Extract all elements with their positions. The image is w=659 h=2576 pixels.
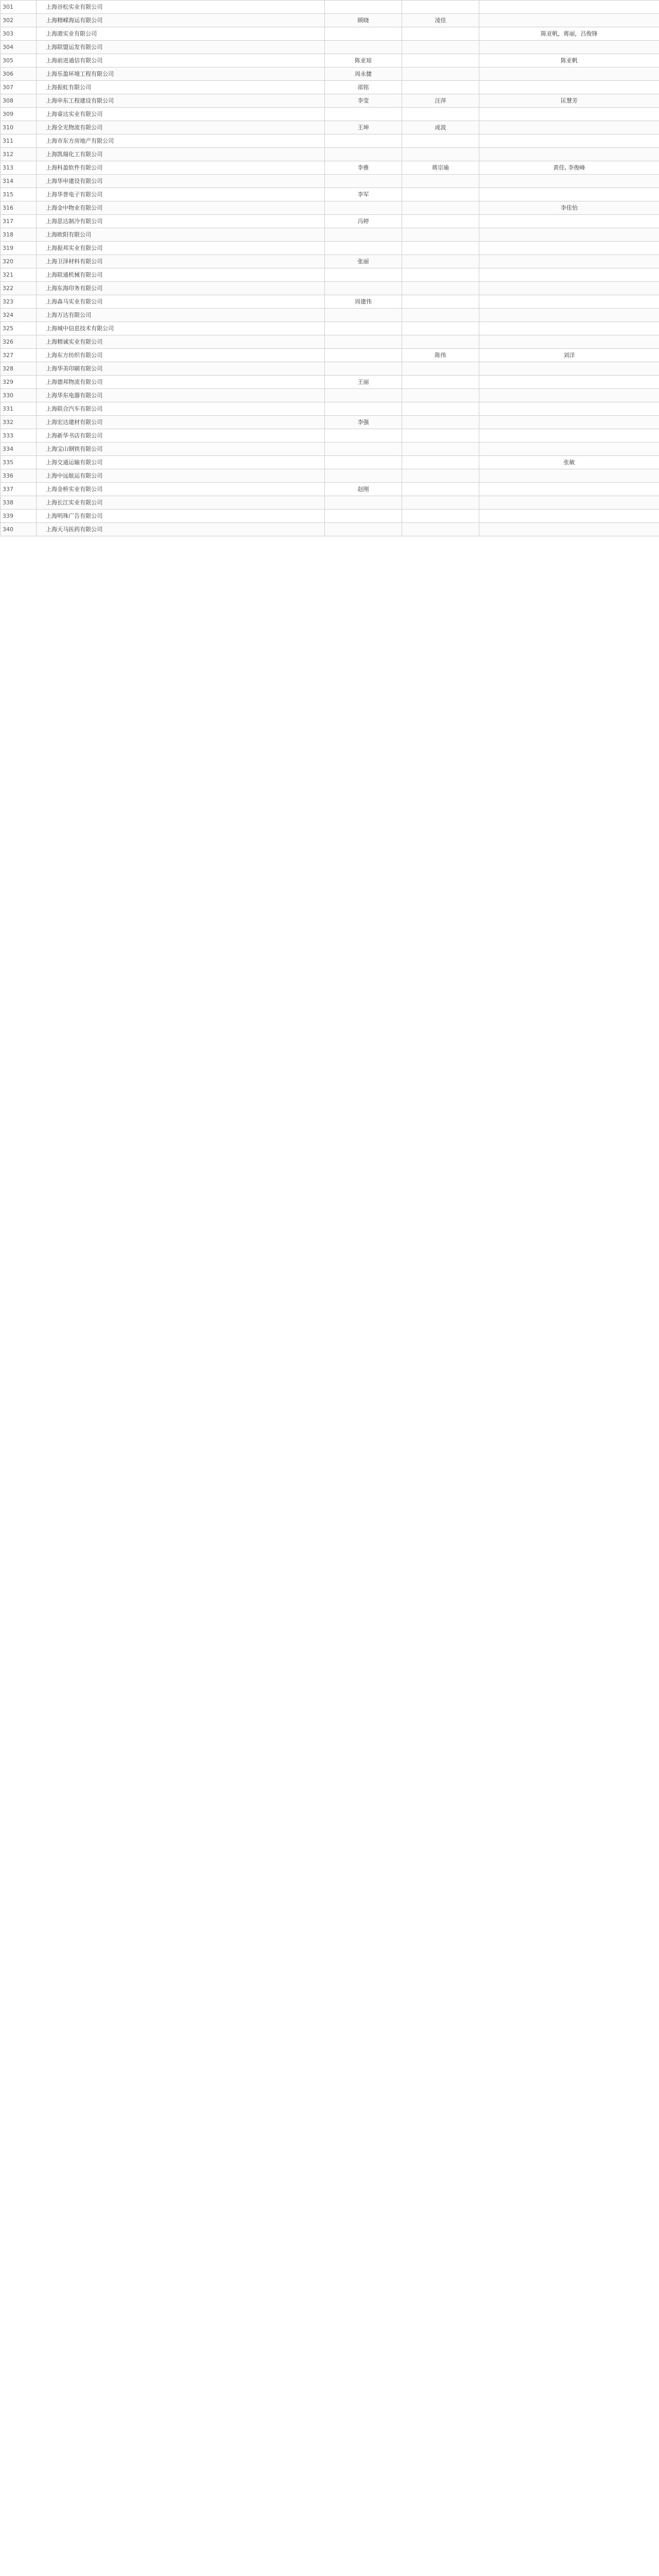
row-number: 338 (1, 496, 37, 510)
contact-3 (479, 322, 659, 335)
contact-3 (479, 67, 659, 81)
row-number: 331 (1, 402, 37, 416)
row-number: 319 (1, 242, 37, 255)
contact-3 (479, 510, 659, 523)
table-row (1, 416, 659, 429)
table-row (1, 376, 659, 389)
table-row (1, 402, 659, 416)
contact-2 (402, 402, 479, 416)
company-name: 上海谷松实业有限公司 (37, 1, 325, 14)
contact-2 (402, 201, 479, 215)
contact-3 (479, 121, 659, 134)
company-name: 上海联通机械有限公司 (37, 268, 325, 282)
contact-2 (402, 175, 479, 188)
company-name: 上海交通运输有限公司 (37, 456, 325, 469)
contact-3 (479, 362, 659, 376)
contact-2 (402, 295, 479, 309)
contact-3 (479, 108, 659, 121)
contact-2 (402, 41, 479, 54)
table-row (1, 215, 659, 228)
table-row (1, 134, 659, 148)
personnel-table (0, 0, 659, 536)
table-row (1, 335, 659, 349)
contact-1 (325, 443, 402, 456)
table-row (1, 429, 659, 443)
company-name: 上海申东工程建设有限公司 (37, 94, 325, 108)
company-name: 上海振虹有限公司 (37, 81, 325, 94)
company-name: 上海金中物业有限公司 (37, 201, 325, 215)
contact-1 (325, 523, 402, 536)
table-row (1, 67, 659, 81)
row-number: 322 (1, 282, 37, 295)
table-row (1, 121, 659, 134)
contact-3 (479, 242, 659, 255)
company-name: 上海森马实业有限公司 (37, 295, 325, 309)
table-row (1, 1, 659, 14)
company-name: 上海华普电子有限公司 (37, 188, 325, 201)
row-number: 328 (1, 362, 37, 376)
table-row (1, 389, 659, 402)
table-row (1, 228, 659, 242)
contact-3 (479, 335, 659, 349)
contact-2 (402, 255, 479, 268)
company-name: 上海中远航运有限公司 (37, 469, 325, 483)
contact-1: 王坤 (325, 121, 402, 134)
contact-1 (325, 148, 402, 161)
contact-2 (402, 1, 479, 14)
table-row (1, 255, 659, 268)
row-number: 336 (1, 469, 37, 483)
contact-2 (402, 27, 479, 41)
contact-1 (325, 282, 402, 295)
contact-3 (479, 469, 659, 483)
row-number: 335 (1, 456, 37, 469)
contact-3 (479, 309, 659, 322)
contact-1: 顾晓 (325, 14, 402, 27)
row-number: 329 (1, 376, 37, 389)
row-number: 332 (1, 416, 37, 429)
contact-2: 凌佳 (402, 14, 479, 27)
contact-2 (402, 322, 479, 335)
company-name: 上海联合汽车有限公司 (37, 402, 325, 416)
contact-3: 陈亚帆，蒋丽，吕俊锋 (479, 27, 659, 41)
company-name: 上海凯瑞化工有限公司 (37, 148, 325, 161)
contact-2 (402, 188, 479, 201)
company-name: 上海明珠广告有限公司 (37, 510, 325, 523)
contact-1: 李强 (325, 416, 402, 429)
company-name: 上海科盈软件有限公司 (37, 161, 325, 175)
contact-2 (402, 268, 479, 282)
company-name: 上海联盟运发有限公司 (37, 41, 325, 54)
contact-2 (402, 67, 479, 81)
table-row (1, 41, 659, 54)
row-number: 324 (1, 309, 37, 322)
contact-3: 匡慧芳 (479, 94, 659, 108)
contact-3 (479, 483, 659, 496)
contact-2 (402, 54, 479, 67)
table-row (1, 496, 659, 510)
row-number: 316 (1, 201, 37, 215)
contact-1 (325, 402, 402, 416)
contact-2 (402, 483, 479, 496)
contact-1 (325, 1, 402, 14)
contact-1 (325, 469, 402, 483)
contact-2 (402, 456, 479, 469)
company-name: 上海市东方房地产有限公司 (37, 134, 325, 148)
contact-2 (402, 443, 479, 456)
table-row (1, 14, 659, 27)
contact-1 (325, 108, 402, 121)
contact-2 (402, 81, 479, 94)
contact-1 (325, 389, 402, 402)
table-row (1, 54, 659, 67)
contact-2 (402, 228, 479, 242)
row-number: 326 (1, 335, 37, 349)
contact-1: 李莹 (325, 94, 402, 108)
company-name: 上海精嵘海运有限公司 (37, 14, 325, 27)
row-number: 315 (1, 188, 37, 201)
contact-3 (479, 496, 659, 510)
row-number: 334 (1, 443, 37, 456)
company-name: 上海华申建设有限公司 (37, 175, 325, 188)
row-number: 333 (1, 429, 37, 443)
company-name: 上海东海印务有限公司 (37, 282, 325, 295)
contact-1 (325, 228, 402, 242)
company-name: 上海长江实业有限公司 (37, 496, 325, 510)
contact-3 (479, 188, 659, 201)
contact-2 (402, 496, 479, 510)
contact-1: 冯婷 (325, 215, 402, 228)
contact-3 (479, 429, 659, 443)
company-name: 上海乐盈环境工程有限公司 (37, 67, 325, 81)
table-row (1, 27, 659, 41)
table-row (1, 295, 659, 309)
company-name: 上海振邦实业有限公司 (37, 242, 325, 255)
contact-1 (325, 242, 402, 255)
row-number: 303 (1, 27, 37, 41)
table-row (1, 148, 659, 161)
contact-2 (402, 282, 479, 295)
contact-3 (479, 14, 659, 27)
company-name: 上海华东电器有限公司 (37, 389, 325, 402)
contact-3: 陈亚帆 (479, 54, 659, 67)
company-name: 上海前进通信有限公司 (37, 54, 325, 67)
table-row (1, 309, 659, 322)
row-number: 301 (1, 1, 37, 14)
contact-2 (402, 215, 479, 228)
table-row (1, 362, 659, 376)
contact-1 (325, 41, 402, 54)
contact-3 (479, 268, 659, 282)
contact-3: 李佳怡 (479, 201, 659, 215)
company-name: 上海东方纺织有限公司 (37, 349, 325, 362)
contact-1: 张丽 (325, 255, 402, 268)
company-name: 上海思达制冷有限公司 (37, 215, 325, 228)
contact-1 (325, 362, 402, 376)
company-name: 上海新华书店有限公司 (37, 429, 325, 443)
contact-3 (479, 1, 659, 14)
contact-1 (325, 309, 402, 322)
contact-2 (402, 362, 479, 376)
company-name: 上海宝山钢铁有限公司 (37, 443, 325, 456)
contact-2 (402, 523, 479, 536)
contact-3 (479, 389, 659, 402)
contact-1 (325, 349, 402, 362)
row-number: 307 (1, 81, 37, 94)
row-number: 310 (1, 121, 37, 134)
contact-2: 蒋宗瑜 (402, 161, 479, 175)
row-number: 327 (1, 349, 37, 362)
contact-1: 王丽 (325, 376, 402, 389)
contact-3 (479, 376, 659, 389)
company-name: 上海天马医药有限公司 (37, 523, 325, 536)
contact-3 (479, 523, 659, 536)
contact-1 (325, 268, 402, 282)
contact-3 (479, 41, 659, 54)
table-row (1, 483, 659, 496)
contact-1 (325, 175, 402, 188)
company-name: 上海港实业有限公司 (37, 27, 325, 41)
row-number: 317 (1, 215, 37, 228)
table-row (1, 94, 659, 108)
row-number: 325 (1, 322, 37, 335)
table-row (1, 282, 659, 295)
row-number: 313 (1, 161, 37, 175)
contact-1 (325, 27, 402, 41)
row-number: 339 (1, 510, 37, 523)
company-name: 上海金桥实业有限公司 (37, 483, 325, 496)
contact-2 (402, 416, 479, 429)
contact-2 (402, 309, 479, 322)
contact-2 (402, 134, 479, 148)
contact-3 (479, 148, 659, 161)
contact-2 (402, 389, 479, 402)
row-number: 337 (1, 483, 37, 496)
table-row (1, 81, 659, 94)
contact-3 (479, 215, 659, 228)
table-row (1, 175, 659, 188)
table-row (1, 523, 659, 536)
table-row (1, 510, 659, 523)
contact-1: 邵铭 (325, 81, 402, 94)
company-name: 上海精诚实业有限公司 (37, 335, 325, 349)
company-name: 上海睿达实业有限公司 (37, 108, 325, 121)
table-row (1, 108, 659, 121)
contact-3: 黄佳, 李俊峰 (479, 161, 659, 175)
contact-1 (325, 510, 402, 523)
contact-1 (325, 134, 402, 148)
contact-2: 成波 (402, 121, 479, 134)
contact-3 (479, 255, 659, 268)
row-number: 323 (1, 295, 37, 309)
contact-3 (479, 175, 659, 188)
contact-3: 张敏 (479, 456, 659, 469)
contact-2 (402, 376, 479, 389)
row-number: 314 (1, 175, 37, 188)
contact-2: 汪萍 (402, 94, 479, 108)
contact-3 (479, 134, 659, 148)
row-number: 311 (1, 134, 37, 148)
company-name: 上海宏达建材有限公司 (37, 416, 325, 429)
contact-2 (402, 148, 479, 161)
contact-1 (325, 456, 402, 469)
contact-1: 周建伟 (325, 295, 402, 309)
company-name: 上海卫泽材料有限公司 (37, 255, 325, 268)
table-row (1, 456, 659, 469)
row-number: 312 (1, 148, 37, 161)
row-number: 309 (1, 108, 37, 121)
row-number: 308 (1, 94, 37, 108)
row-number: 304 (1, 41, 37, 54)
contact-1: 赵刚 (325, 483, 402, 496)
row-number: 306 (1, 67, 37, 81)
contact-3 (479, 402, 659, 416)
table-row (1, 349, 659, 362)
table-row (1, 242, 659, 255)
contact-1: 陈亚琼 (325, 54, 402, 67)
contact-1 (325, 429, 402, 443)
contact-1 (325, 496, 402, 510)
contact-3: 刘洋 (479, 349, 659, 362)
contact-3 (479, 282, 659, 295)
table-row (1, 161, 659, 175)
contact-2 (402, 469, 479, 483)
contact-2 (402, 429, 479, 443)
contact-2 (402, 335, 479, 349)
contact-3 (479, 416, 659, 429)
contact-1: 周永捷 (325, 67, 402, 81)
company-name: 上海德邦物流有限公司 (37, 376, 325, 389)
table-row (1, 469, 659, 483)
row-number: 318 (1, 228, 37, 242)
contact-3 (479, 443, 659, 456)
row-number: 320 (1, 255, 37, 268)
contact-2 (402, 510, 479, 523)
contact-1 (325, 201, 402, 215)
row-number: 305 (1, 54, 37, 67)
contact-1: 李军 (325, 188, 402, 201)
contact-2: 陈伟 (402, 349, 479, 362)
contact-1 (325, 335, 402, 349)
table-row (1, 443, 659, 456)
contact-1: 李雅 (325, 161, 402, 175)
contact-2 (402, 108, 479, 121)
company-name: 上海欧阳有限公司 (37, 228, 325, 242)
company-name: 上海华美印刷有限公司 (37, 362, 325, 376)
contact-1 (325, 322, 402, 335)
contact-3 (479, 295, 659, 309)
contact-2 (402, 242, 479, 255)
row-number: 302 (1, 14, 37, 27)
row-number: 321 (1, 268, 37, 282)
table-row (1, 201, 659, 215)
row-number: 330 (1, 389, 37, 402)
company-name: 上海全光物流有限公司 (37, 121, 325, 134)
table-row (1, 188, 659, 201)
table-row (1, 322, 659, 335)
table-row (1, 268, 659, 282)
contact-3 (479, 228, 659, 242)
company-name: 上海万达有限公司 (37, 309, 325, 322)
company-name: 上海城中信息技术有限公司 (37, 322, 325, 335)
contact-3 (479, 81, 659, 94)
row-number: 340 (1, 523, 37, 536)
